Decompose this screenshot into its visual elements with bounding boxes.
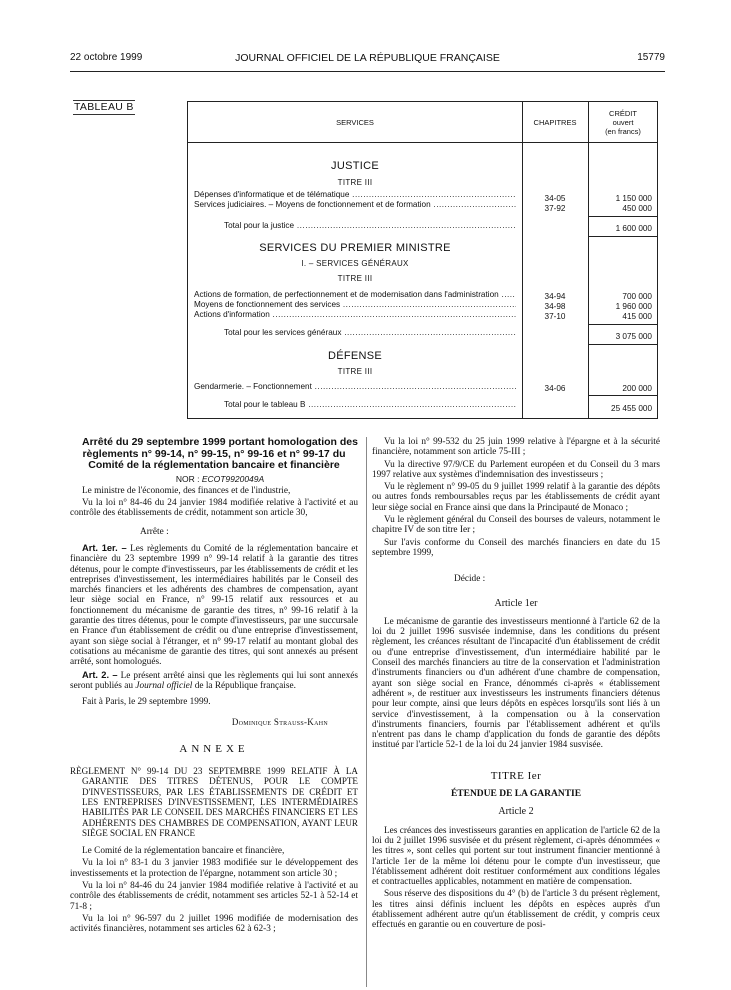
visa: Le Comité de la réglementation bancaire et financière, — [82, 846, 285, 857]
signature: Dominique Strauss-Kahn — [231, 717, 328, 728]
right-column — [372, 437, 660, 933]
table-row-chapitre: 34-94 — [544, 292, 566, 301]
visa: Vu le règlement n° 99-05 du 9 juillet 1999 relatif à la garantie des dépôts ou autres fonds remboursables reçus par les établissements de crédit ayant leur siège social en France ainsi que dans la Principauté de Monaco ; — [372, 482, 660, 513]
table-row-label: Moyens de fonctionnement des services ..... — [194, 300, 516, 310]
col-header-credit — [588, 102, 658, 142]
article-1-heading: Article 1er — [494, 597, 538, 609]
journal-title: JOURNAL OFFICIEL DE LA RÉPUBLIQUE FRANÇAISE — [235, 52, 500, 64]
article-2-paragraph-1: Les créances des investisseurs garanties en application de l'article 62 de la loi du 2 juillet 1996 susvisée et du présent règlement, ci-après dénommées « les titres », sont celles qui portent sur tout instrument financier mentionné à l'article 1er de la même loi détenu pour le compte d'un investisseur, que l'établissement adhérent doit restituer conformément aux conditions légales et contractuelles applicables, notamment en matière de compensation. — [372, 825, 660, 888]
section-heading-justice: JUSTICE — [331, 160, 379, 172]
section-heading-premier-ministre: SERVICES DU PREMIER MINISTRE — [259, 242, 451, 254]
total-amount: 1 600 000 — [615, 224, 652, 233]
section-titre: TITRE III — [337, 274, 373, 283]
paragraph: Le ministre de l'économie, des finances et de l'industrie, — [82, 485, 291, 496]
running-header — [70, 52, 665, 68]
subtotal-rule — [588, 395, 658, 396]
table-row-montant: 200 000 — [622, 384, 652, 393]
subtotal-rule — [588, 216, 658, 217]
page-number: 15779 — [637, 52, 665, 63]
visa: Vu la loi n° 84-46 du 24 janvier 1984 modifiée relative à l'activité et au contrôle des établissements de crédit, notamment ses articles 52-1 à 52-14 et 71-8 ; — [70, 881, 358, 912]
tableau-label: TABLEAU B — [74, 101, 134, 113]
col-header-chapitres: CHAPITRES — [533, 117, 577, 127]
table-row-label: Services judiciaires. – Moyens de fonctionnement et de formation ..... — [194, 200, 516, 210]
article-label: Art. 1er. – — [82, 542, 127, 553]
article-2-heading: Article 2 — [498, 806, 534, 818]
table-row-label: Dépenses d'informatique et de télématique ..... — [194, 190, 516, 200]
visa: Sur l'avis conforme du Conseil des marchés financiers en date du 15 septembre 1999, — [372, 537, 660, 558]
header-separator — [188, 142, 657, 143]
article-1-text: Le mécanisme de garantie des investisseurs mentionné à l'article 62 de la loi du 2 juillet 1996 susvisée indemnise, dans les conditions du présent règlement, les créances résultant de l'incapacité d'un établissement de crédit ou d'une entreprise d'investissement, d'un intermédiaire habilité par le Conseil des marchés financiers au titre de la conservation et l'administration d'instruments financiers ou d'un adhérent d'une chambre de compensation, ayant son siège social en France, dénommés ci-après « établissement adhérent », de restituer aux investisseurs les instruments financiers détenus pour leur compte, ainsi que leurs dépôts en espèces lorsqu'ils sont liés à un service d'investissement, à la compensation ou à la conservation d'instruments financiers, fournis par l'établissement adhérent et qu'ils n'entrent pas dans le champ d'application du fonds de garantie des dépôts institué par l'article 52-1 de la loi du 24 janvier 1984 susvisée. — [372, 616, 660, 751]
left-column — [70, 437, 358, 936]
credit-line1: CRÉDIT — [609, 108, 637, 118]
annexe-heading: ANNEXE — [179, 742, 249, 755]
article-label: Art. 2. – — [82, 669, 118, 680]
total-label: Total pour la justice ..... — [224, 221, 516, 231]
tableau-b-table — [187, 101, 658, 419]
table-row-label: Gendarmerie. – Fonctionnement ..... — [194, 382, 516, 392]
credit-line3: (en francs) — [605, 126, 641, 136]
table-row-montant: 1 150 000 — [615, 194, 652, 203]
visa: Vu la loi n° 99-532 du 25 juin 1999 relative à l'épargne et à la sécurité financière, notamment son article 75-III ; — [372, 437, 660, 458]
total-rule — [588, 236, 658, 237]
table-row-chapitre: 34-05 — [544, 194, 566, 203]
section-subheading: I. – SERVICES GÉNÉRAUX — [301, 259, 409, 268]
visa: Vu la directive 97/9/CE du Parlement européen et du Conseil du 3 mars 1997 relative aux systèmes d'indemnisation des investisseurs ; — [372, 459, 660, 480]
section-titre: TITRE III — [337, 367, 373, 376]
fait-a-paris: Fait à Paris, le 29 septembre 1999. — [82, 697, 211, 708]
article-2-paragraph: Art. 2. – Le présent arrêté ainsi que les règlements qui lui sont annexés seront publiés au Journal officiel de la République française. — [70, 669, 358, 691]
section-heading-defense: DÉFENSE — [327, 350, 383, 362]
titre-1-heading: TITRE Ier — [490, 769, 542, 782]
table-row-montant: 450 000 — [622, 204, 652, 213]
total-rule — [588, 344, 658, 345]
nor-reference: NOR : ECOT9920049A — [175, 473, 265, 484]
total-label: Total pour les services généraux ..... — [224, 328, 516, 338]
table-row-chapitre: 37-92 — [544, 204, 566, 213]
arrete-title: Arrêté du 29 septembre 1999 portant homologation des règlements n° 99-14, n° 99-15, n° 99-16 et n° 99-17 du Comité de la réglementation bancaire et financière — [82, 436, 358, 471]
visa: Vu le règlement général du Conseil des bourses de valeurs, notamment le chapitre IV de son titre Ier ; — [372, 515, 660, 536]
article-1-paragraph: Art. 1er. – Les règlements du Comité de la réglementation bancaire et financière du 23 septembre 1999 n° 99-14 relatif à la garantie des titres détenus, pour le compte d'investisseurs, par les établissements de crédit et les entreprises d'investissement, les intermédiaires habilités par le Conseil des marchés financiers et les adhérents des chambres de compensation, ayant leur siège social en France, n° 99-15 relatif aux ressources et au fonctionnement du mécanisme de garantie des titres, n° 99-16 relatif à la garantie des titres détenus, pour le compte d'investisseurs, par une succursale en France d'un établissement de crédit ou d'une entreprise d'investissement, ayant son siège social à l'étranger, et n° 99-17 relatif au montant global des cotisations au mécanisme de garantie des titres, qui sont annexés au présent arrêté, sont homologués. — [70, 542, 358, 668]
table-row-montant: 1 960 000 — [615, 302, 652, 311]
table-row-montant: 700 000 — [622, 292, 652, 301]
subtotal-rule — [588, 324, 658, 325]
visa: Vu la loi n° 96-597 du 2 juillet 1996 modifiée de modernisation des activités financières, notamment ses articles 62 à 62-3 ; — [70, 913, 358, 935]
column-separator — [366, 437, 367, 987]
col-header-services: SERVICES — [336, 117, 374, 127]
table-row-label: Actions de formation, de perfectionnement et de modernisation dans l'administration ..... — [194, 290, 516, 300]
decide-word: Décide : — [454, 574, 486, 585]
total-label: Total pour le tableau B ..... — [224, 400, 516, 410]
total-amount: 25 455 000 — [611, 404, 652, 413]
table-row-label: Actions d'information ..... — [194, 310, 516, 320]
header-rule — [70, 71, 665, 72]
visa: Vu la loi n° 83-1 du 3 janvier 1983 modifiée sur le développement des investissements et la protection de l'épargne, notamment son article 30 ; — [70, 858, 358, 879]
column-divider — [522, 102, 523, 418]
section-titre: TITRE III — [337, 178, 373, 187]
paragraph: Vu la loi n° 84-46 du 24 janvier 1984 modifiée relative à l'activité et au contrôle des établissements de crédit, notamment son article 30, — [70, 498, 358, 519]
total-amount: 3 075 000 — [615, 332, 652, 341]
column-divider — [588, 102, 589, 418]
titre-1-subtitle: ÉTENDUE DE LA GARANTIE — [450, 789, 582, 800]
header-date: 22 octobre 1999 — [70, 52, 143, 63]
credit-line2: ouvert — [612, 117, 634, 127]
reglement-title: RÈGLEMENT N° 99-14 DU 23 SEPTEMBRE 1999 RELATIF À LA GARANTIE DES TITRES DÉTENUS, POUR LE COMPTE D'INVESTISSEURS, PAR LES ÉTABLISSEMENTS DE CRÉDIT ET LES ENTREPRISES D'INVESTISSEMENT, LES INTERMÉDIAIRES HABILITÉS PAR LE CONSEIL DES MARCHÉS FINANCIERS ET LES ADHÉRENTS DES CHAMBRES DE COMPENSATION, AYANT LEUR SIÈGE SOCIAL EN FRANCE — [70, 766, 358, 838]
article-2-paragraph-2: Sous réserve des dispositions du 4° (b) de l'article 3 du présent règlement, les titres ainsi définis incluent les dépôts en espèces auprès d'un établissement adhérent autre qu'un établissement de crédit, y compris ceux effectués en garantie ou en couverture de posi- — [372, 889, 660, 931]
table-row-chapitre: 37-10 — [544, 312, 566, 321]
table-row-chapitre: 34-06 — [544, 384, 566, 393]
table-row-montant: 415 000 — [622, 312, 652, 321]
table-row-chapitre: 34-98 — [544, 302, 566, 311]
arrete-word: Arrête : — [140, 526, 169, 537]
